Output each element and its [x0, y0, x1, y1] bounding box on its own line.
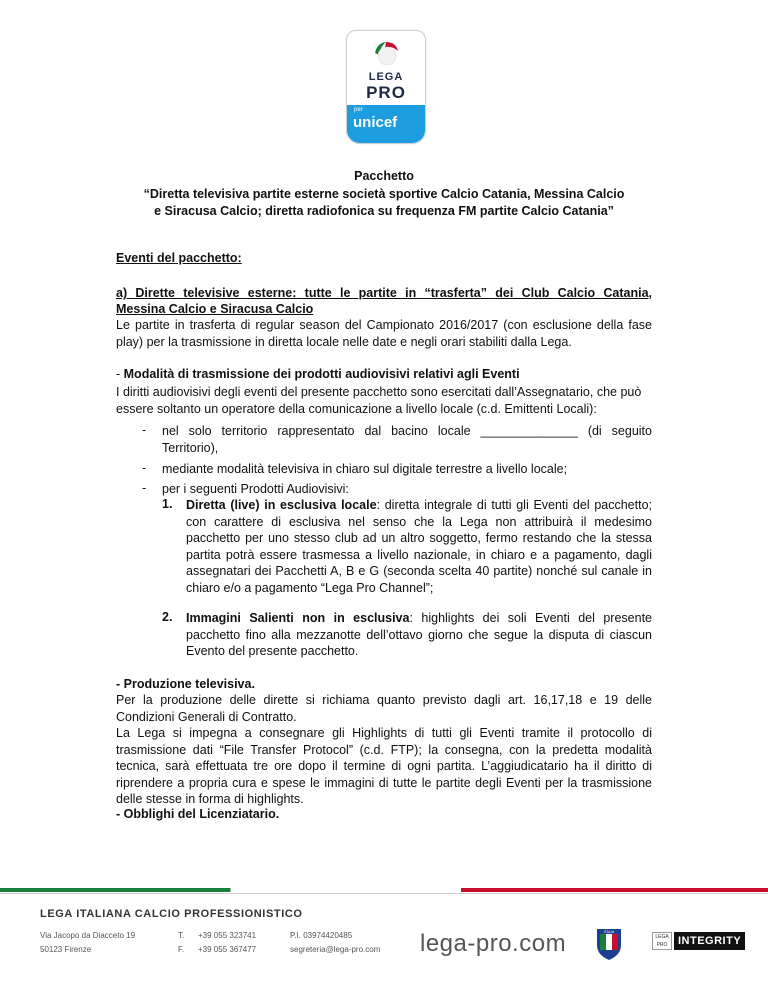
- section-a-heading-line1: a) Dirette televisive esterne: tutte le partite in “trasferta” dei Club Calcio Catania,: [116, 286, 652, 300]
- footer-phone-labels: [178, 929, 184, 957]
- footer-phones: [198, 929, 256, 957]
- section-a-body: Le partite in trasferta di regular season del Campionato 2016/2017 (con esclusione della fase play) per la trasmissione in diretta locale nelle date e negli orari stabiliti dalla Lega.: [116, 318, 652, 349]
- footer-f-label: F.: [178, 945, 185, 954]
- bullet-prodotti: per i seguenti Prodotti Audiovisivi:: [162, 482, 349, 496]
- integrity-mini-logo: LEGA PRO: [652, 932, 672, 950]
- item-1-body: : diretta integrale di tutti gli Eventi del pacchetto; con carattere di esclusiva nel senso che la Lega non attribuirà il medesimo pacchetto per uno stesso club ad un altro soggetto, fermo restando che la stessa partita potrà essere trasmessa a livello nazionale, in chiaro e a pagamento, dagli assegnatari dei Pacchetti A, B e G (seconda scelta 40 partite) nonché sul canale in chiaro e/o a pagamento “Lega Pro Channel”;: [186, 498, 653, 595]
- footer-address: [40, 929, 135, 957]
- events-heading: Eventi del pacchetto:: [116, 251, 242, 265]
- footer-tricolor-rule: [0, 888, 768, 892]
- item-2-number: 2.: [162, 610, 173, 624]
- obblighi-heading: - Obblighi del Licenziatario.: [116, 807, 280, 821]
- footer-address-line1: Via Jacopo da Diacceto 19: [40, 931, 136, 940]
- item-1-text: [186, 497, 652, 596]
- item-2-title: Immagini Salienti non in esclusiva: [186, 611, 410, 625]
- item-2-text: [186, 610, 652, 660]
- bullet-territorio: nel solo territorio rappresentato dal bacino locale ______________ (di seguito Territorio),: [162, 424, 652, 455]
- produzione-heading: - Produzione televisiva.: [116, 677, 255, 691]
- logo-line2: PRO: [366, 83, 406, 102]
- integrity-badge: [652, 932, 745, 950]
- produzione-body2: La Lega si impegna a consegnare gli Highlights di tutti gli Eventi tramite il protocollo di trasmissione dati “File Transfer Protocol” (c.d. FTP); la consegna, con la predetta modalità tecnica, sarà effettuata tre ore dopo il termine di ogni partita. L’aggiudicatario ha il diritto di riprendere a propria cura e spese le immagini di tutte le partite degli Eventi per la trasmissione delle stesse in forma di highlights.: [116, 726, 652, 806]
- logo-unicef: unicef: [353, 114, 398, 131]
- footer-org-name: LEGA ITALIANA CALCIO PROFESSIONISTICO: [40, 908, 303, 920]
- bullet-dash-3: -: [142, 481, 147, 495]
- footer-fax: +39 055 367477: [198, 945, 257, 954]
- integrity-label: INTEGRITY: [674, 932, 745, 950]
- figc-shield-icon: [595, 925, 623, 961]
- modalita-heading-text: Modalità di trasmissione dei prodotti audiovisivi relativi agli Eventi: [123, 367, 520, 381]
- footer-address-line2: 50123 Firenze: [40, 945, 92, 954]
- item-2-body: : highlights dei soli Eventi del presente pacchetto fino alla mezzanotte dell’ottavo giorno che segue la disputa di ciascun Evento del presente pacchetto.: [186, 611, 652, 658]
- modalita-body: I diritti audiovisivi degli eventi del presente pacchetto sono esercitati dall’Assegnatario, che può essere soltanto un operatore della comunicazione a livello locale (c.d. Emittenti Locali):: [116, 385, 642, 416]
- footer-t-label: T.: [178, 931, 185, 940]
- modalita-prefix: -: [116, 367, 124, 381]
- footer-email[interactable]: segreteria@lega-pro.com: [290, 945, 381, 954]
- lega-pro-unicef-logo: [346, 30, 426, 144]
- bullet-dash-2: -: [142, 461, 147, 475]
- bullet-dash-1: -: [142, 423, 147, 437]
- footer-phone: +39 055 323741: [198, 931, 257, 940]
- figc-text: ITALIA: [603, 930, 615, 934]
- section-a-heading-line2: Messina Calcio e Siracusa Calcio: [116, 302, 314, 316]
- footer-piva: P.I. 03974420485: [290, 931, 353, 940]
- footer-divider: [0, 893, 768, 894]
- produzione-body1: Per la produzione delle dirette si richiama quanto previsto dagli art. 16,17,18 e 19 delle Condizioni Generali di Contratto.: [116, 693, 652, 724]
- footer-contacts: [290, 929, 380, 957]
- bullet-modalita: mediante modalità televisiva in chiaro sul digitale terrestre a livello locale;: [162, 462, 568, 476]
- package-subtitle-line2: e Siracusa Calcio; diretta radiofonica su frequenza FM partite Calcio Catania”: [154, 204, 614, 218]
- package-title: Pacchetto: [354, 169, 414, 183]
- modalita-heading: [116, 366, 520, 383]
- ball-icon: [371, 39, 401, 69]
- footer-website-link[interactable]: lega-pro.com: [420, 930, 567, 957]
- item-1-number: 1.: [162, 497, 173, 511]
- logo-line1: LEGA: [368, 71, 404, 83]
- package-subtitle-line1: “Diretta televisiva partite esterne società sportive Calcio Catania, Messina Calcio: [143, 187, 625, 201]
- logo-per: per: [354, 107, 363, 113]
- item-1-title: Diretta (live) in esclusiva locale: [186, 498, 377, 512]
